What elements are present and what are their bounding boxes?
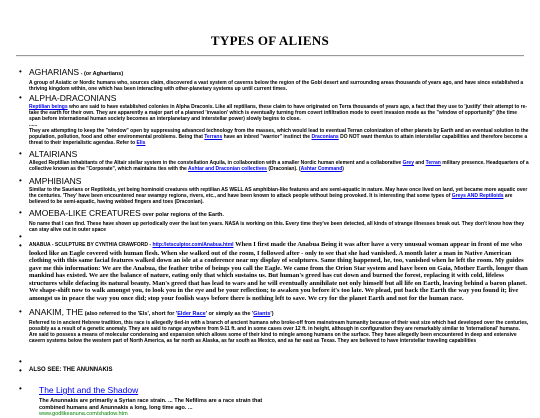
entry-body: Similar to the Saurians or Reptiloids, yet being hominoid creatures with reptilian AS WELL AS amphibian-like features and are semi-aquatic in nature. May have once lived on land, yet became more aquatic over the centuries. 'They' have been encountered near swampy regions, rivers, etc., and have been known to attack people without being provoked. It is interesting that some types of Greys AND Reptiloids are believed to be semi-aquatic, having webbed fingers and toes (Draconian). — [29, 187, 528, 205]
bullet-icon: • — [19, 384, 22, 393]
entry-name: AGHARIANS — [29, 67, 80, 77]
entry-subtitle: - (or Aghartians) — [79, 71, 124, 77]
entry-name: AMPHIBIANS — [29, 176, 82, 186]
bullet-icon: • — [19, 176, 22, 185]
entry-subtitle: over polar regions of the Earth. — [140, 212, 224, 218]
bullet-icon: • — [19, 357, 22, 366]
bullet-icon: • — [19, 149, 22, 158]
terrans-link[interactable]: Terrans — [204, 134, 223, 140]
giants-link[interactable]: Giants — [253, 311, 271, 317]
entry-agharians — [19, 67, 529, 93]
related-url[interactable]: www.godlikeanuna.com/shadow.htm — [39, 411, 128, 417]
elis-link[interactable]: Elis — [136, 140, 146, 146]
elder-race-link[interactable]: Elder Race — [177, 311, 206, 317]
bullet-icon: • — [19, 366, 22, 375]
related-snippet: combined humans and Anunnakis a long, long time ago. ... — [39, 404, 193, 411]
entry-anabua — [19, 241, 529, 307]
grey-link[interactable]: Grey — [402, 160, 414, 166]
entry-body: ANABUA - SCULPTURE BY CYNTHIA CRAWFORD - http://etsculptor.com/Anabua.html When I first made the Anabua Being it was after have a very unusual woman appear in front of me who looked like an Eagle covered with human flesh. When she walked out of the room, I followed after - only to see that she had vanished. A month later a man in Native American clothing with this same facial features walked down an isle at a conference near my display of sculptures. Same thing happened, he, too, vanished when he left the room. My guides gave me this information: We are the Anabua, the feather tribe of beings you call the Eagle. We came from the Orion Star system and have been on Gaia, Mother Earth, longer than mankind has existed. We are the balance of nature, eating only that which sustains us. But human's greed has cut down and burned the forest, replacing it with cold, lifeless structures while defacing its natural beauty. Man's greed that has lead to wars and he will eventually annihilate not only himself but all life on Earth, leaving behind a baron planet. We shape-shift now to walk amongst you, to look you in the eye and be your reflection; to awaken you before it's too late. We plead, put back the Earth the way you found it; live amongst us in peace the way you once did; stop your foolish ways before there is nothing left to save. We cry for the planet Earth and not for the human race. — [29, 241, 528, 302]
draconians-link[interactable]: Draconians — [311, 134, 339, 140]
bullet-icon: • — [19, 208, 22, 217]
entry-amoeba — [19, 208, 529, 233]
entry-amphibians — [19, 176, 529, 208]
entry-altairians — [19, 149, 529, 176]
entry-body: Reptilian beings who are said to have established colonies in Alpha Draconis. Like all reptilians, these claim to have originated on Terra thousands of years ago, a fact that they use to 'justify' their attempt to re-take the earth for their own. They are apparently a major part of a planned 'invasion' which is eventually turning from covert infiltration mode to overt invasion mode as the "window of opportunity" (the time span before international human society becomes an interplanetary and interstellar power) slowly begins to close. ...... They are attempting to keep the "window" open by suppressing advanced technology from the masses, which would lead to eventual Terran colonization of other planets by Earth and an eventual solution to the population, pollution, food and other environmental problems. Being that Terrans have an inbred "warrior" instinct the Draconians DO NOT want them/us to attain interstellar capabilities and therefore become a threat to their imperialistic agendas. Refer to Elis — [29, 104, 529, 146]
bullet-icon: • — [19, 241, 22, 250]
greys-reptiloids-link[interactable]: Greys AND Reptiloids — [451, 193, 504, 199]
entry-name: ALTAIRIANS — [29, 149, 78, 159]
bullet-icon: • — [19, 67, 22, 76]
related-result — [39, 380, 529, 418]
entry-name: ANAKIM, THE — [29, 307, 84, 317]
bullet-icon: • — [19, 93, 22, 102]
entry-related — [19, 380, 529, 418]
also-see-label: ALSO SEE: THE ANUNNAKIS — [29, 367, 113, 373]
bullet-icon: • — [19, 307, 22, 316]
related-snippet: The Anunnakis are primarily a Syrian race strain. ... The Nefilims are a race strain that — [39, 398, 263, 404]
entry-body: Alleged Reptilian inhabitants of the Altair stellar system in the constellation Aquila, in collaboration with a smaller Nordic human element and a collaborative Grey and Terran military presence. Headquarters of a collective known as the "Corporate", which maintains ties with the Ashtar and Draconian collectives (Draconian). (Ashtar Command) — [29, 160, 529, 172]
anabua-link[interactable]: http://etsculptor.com/Anabua.html — [152, 242, 234, 248]
entry-empty — [19, 232, 529, 241]
entry-body: Referred to in ancient Hebrew tradition, this race is allegedly tied-in with a branch of ancient humans who broke-off from mainstream humanity because of their vast size which had developed over the centuries, possibly as a result of a genetic anomaly. They are said to range anywhere from 9-11 ft. and in some cases over 12 ft. in height, although in configuration they are remarkably similar to 'international' humans. Are said to possess a means of molecular condensing and expansion which allows some of their kind to mingle among humans on the surface. They have allegedly been encountered in deep and extensive cavern systems below the western part of North America, as far north as Alaska, as far south as Mexico, and as far east as Texas. They are believed to have interstellar traveling capabilities — [29, 320, 529, 344]
page-title: TYPES OF ALIENS — [210, 33, 330, 48]
reptilian-beings-link[interactable]: Reptilian beings — [29, 104, 68, 110]
entry-name: ALPHA-DRACONIANS — [29, 93, 117, 103]
entry-also-see — [19, 366, 529, 376]
entry-subtitle: (also referred to the 'Els', short for 'Elder Race' or simply as the 'Giants') — [83, 311, 274, 317]
entry-empty — [19, 357, 529, 366]
terran-link[interactable]: Terran — [425, 160, 441, 166]
entry-body: A group of Asiatic or Nordic humans who, sources claim, discovered a vast system of caverns below the region of the Gobi desert and surrounding areas thousands of years ago, and have since established a thriving kingdom within, one which has been interacting with other-planetary systems up until current times. — [29, 80, 524, 92]
related-title-link[interactable]: The Light and the Shadow — [39, 385, 139, 395]
entry-body: No name that I can find. These have shown up periodically over the last ten years. NASA is working on this. Every time they've been detected, all kinds of strange illnesses break out. They don't know how they can stay alive out in outer space — [29, 221, 525, 233]
entry-anakim — [19, 307, 529, 357]
aliens-list — [19, 67, 529, 418]
entry-alpha-draconians — [19, 93, 529, 149]
ashtar-draconian-link[interactable]: Ashtar and Draconian collectives — [188, 166, 267, 172]
bullet-icon: • — [19, 232, 22, 241]
title-divider — [16, 55, 524, 57]
entry-name: AMOEBA-LIKE CREATURES — [29, 208, 141, 218]
ashtar-command-link[interactable]: Ashtar Command — [300, 166, 343, 172]
